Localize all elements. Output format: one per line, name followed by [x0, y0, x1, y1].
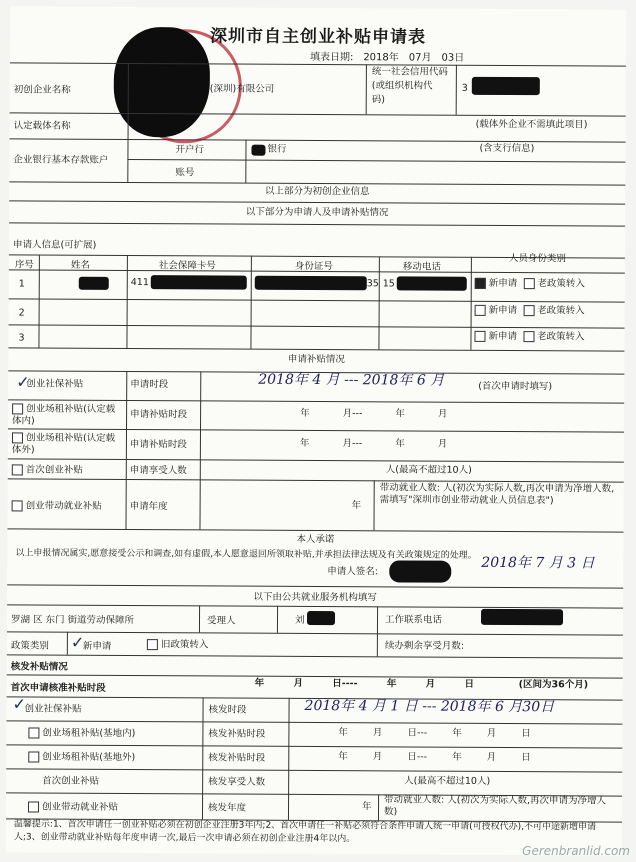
row-1-no: 1: [18, 278, 25, 290]
subsidy-first-field: 申请享受人数: [129, 465, 187, 477]
receiver-label: 受理人: [206, 615, 236, 627]
row-2-category[interactable]: 新申请 老政策转入: [475, 305, 585, 318]
form-title: 深圳市自主创业补贴申请表: [210, 26, 427, 48]
approval-title: 核发补贴情况: [10, 661, 68, 673]
redacted-phone: [397, 276, 467, 290]
policy-label: 政策类别: [10, 640, 49, 652]
redacted-signature: [389, 560, 451, 582]
remaining-months-label: 续办剩余享受月数:: [384, 640, 465, 652]
approval-first-title: 首次申请核准补贴时段: [10, 682, 106, 694]
redacted-bank: [251, 145, 265, 156]
company-section-end: 以上部分为初创企业信息: [264, 185, 370, 198]
subsidy-employ-field: 申请年度: [129, 501, 168, 513]
row-3-category[interactable]: 新申请 老政策转入: [474, 331, 584, 344]
bank-account-label: 企业银行基本存款账户: [13, 154, 109, 166]
redacted-name: [79, 277, 109, 290]
pledge-title: 本人承诺: [296, 533, 335, 546]
bank-name-value: 银行: [267, 143, 287, 155]
col-header-category: 人员身份类别: [508, 253, 566, 265]
credit-code-label-2: (或组织机构代: [371, 80, 433, 92]
redacted-credit-code: [472, 77, 540, 95]
agency-district: 罗湖 区 东门 街道劳动保障所: [10, 614, 135, 627]
redacted-ssn: [151, 275, 247, 290]
application-form: 深圳市自主创业补贴申请表 填表日期: 2018年 07月 03日 初创企业名称 (深圳)有限公司 统一社会信用代码 (或组织机构代 码) 3 认定载体名称 (载体外企业不需填此项目) 企业银行基本存款账户 开户行 银行 (含支行信息) 账号 以上部分为初创企业信息 以下部分为申请人及申请补贴情况 申请人信息(可扩展) 序号 姓名 社会保障卡号 身份证号 移动电话 人员身份类别 1 411 35 15 新申请 老政策转入 2 新申请 老政策转入 3 新申请 老政策转入 申请补贴情况 ✓ 创业社保补贴 申请时段 2018年 4 月 --- 2018年 6 月 (首次申请时填写) 创业场租补贴(认定载体内) 申请补贴时段 年 月--- 年 月 创业场租补贴(认定载体外) 申请补贴时段 年 月--- 年 月 首次创业补贴 申请享受人数 人(最高不超过10人) 创业带动就业补贴 申请年度 年 带动就业人数: 人(初次为实际人数,再次申请为净增人数,需填写"深圳市创业带动就业人员信息表") 本人承诺 以上申报情况属实,愿意接受公示和调查,如有虚假,本人愿意退回所领取补贴,并承担法律法规及有关政策规定的处理。 申请人签名: 2018年 7 月 3 日 以下由公共就业服务机构填写 罗湖 区 东门 街道劳动保障所 受理人 刘 工作联系电话 政策类别 ✓ 新申请 旧政策转入 续办剩余享受月数: 核发补贴情况 首次申请核准补贴时段 年 月 日---- 年 月 日 (区间为36个月) ✓ 创业社保补贴 核发时段 2018年 4 月 1 日 --- 2018年 6 月30日 创业场租补贴(基地内) 核发补贴时段 年 月 日--- 年 月 日 创业场租补贴(基地外) 核发补贴时段 年 月 日--- 年 月 日 首次创业补贴 核发享受人数 人(最高不超过10人) 创业带动就业补贴 核发年度 年 带动就业人数: 人(初次为实际人数,再次申请为净增人数) 温馨提示:1、首次申请任一创业补贴必须在初创企业注册3年内;2、首次申请任一补贴必须符合条件申请人统一申请(可授权代办),不可中途新增申请人;3、创业带动就业补贴每年度申请一次,最后一次申请必须在初创企业注册4年以内。: [6, 6, 626, 855]
credit-code-label-3: 码): [371, 94, 385, 106]
subsidy-employ-value[interactable]: 年: [351, 500, 362, 512]
approval-first-field: 核发享受人数: [208, 776, 266, 788]
approval-first-value[interactable]: 人(最高不超过10人): [404, 775, 491, 787]
subsidy-first-label[interactable]: 首次创业补贴: [12, 464, 83, 476]
receiver-value: 刘: [294, 614, 305, 626]
row-1-phone: 15: [382, 278, 395, 290]
watermark: Gerenbranlid.com: [522, 844, 630, 858]
subsidy-employ-label[interactable]: 创业带动就业补贴: [12, 500, 102, 512]
subsidy-social-label[interactable]: 创业社保补贴: [26, 378, 84, 390]
col-header-id: 身份证号: [294, 260, 333, 273]
subsidy-rent-out-field: 申请补贴时段: [129, 439, 187, 451]
applicant-section-title: 以下部分为申请人及申请补贴情况: [245, 206, 389, 219]
approval-employ-field: 核发年度: [207, 802, 247, 814]
subsidy-title: 申请补贴情况: [287, 353, 345, 366]
sign-date[interactable]: 2018年 7 月 3 日: [481, 554, 595, 572]
pledge-text: 以上申报情况属实,愿意接受公示和调查,如有虚假,本人愿意退回所领取补贴,并承担法律法规及有关政策规定的处理。: [15, 548, 477, 561]
row-1-category[interactable]: 新申请 老政策转入: [475, 278, 585, 291]
company-name-label: 初创企业名称: [13, 84, 71, 96]
footnote: 温馨提示:1、首次申请任一创业补贴必须在初创企业注册3年内;2、首次申请任一补贴必须符合条件申请人统一申请(可授权代办),不可中途新增申请人;3、创业带动就业补贴每年度申请一次,最后一次申请必须在初创企业注册4年以内。: [13, 819, 597, 845]
col-header-no: 序号: [14, 259, 34, 271]
policy-new[interactable]: 新申请: [82, 640, 112, 652]
redacted-work-phone: [481, 609, 563, 625]
carrier-label: 认定载体名称: [13, 120, 71, 132]
subsidy-employ-text: 带动就业人数: 人(初次为实际人数,再次申请为净增人数,需填写"深圳市创业带动就业人员信息表"): [379, 482, 615, 507]
applicant-info-label: 申请人信息(可扩展): [12, 239, 97, 251]
approval-rent-out-field: 核发补贴时段: [208, 752, 266, 764]
approval-employ-text: 带动就业人数: 人(初次为实际人数,再次申请为净增人数): [383, 794, 607, 818]
approval-first-label[interactable]: 首次创业补贴: [42, 775, 100, 787]
credit-code-label: 统一社会信用代码: [371, 66, 448, 78]
policy-old[interactable]: 旧政策转入: [147, 639, 209, 651]
account-label: 账号: [175, 167, 195, 179]
approval-interval-note: (区间为36个月): [518, 679, 589, 691]
bank-name-label: 开户行: [175, 144, 205, 156]
credit-code-value: 3: [461, 82, 468, 94]
subsidy-first-value[interactable]: 人(最高不超过10人): [385, 464, 472, 476]
row-1-id-suffix: 35: [366, 278, 379, 290]
subsidy-social-note: (首次申请时填写): [478, 380, 553, 393]
fill-date: 填表日期: 2018年 07月 03日: [309, 51, 465, 64]
approval-employ-label[interactable]: 创业带动就业补贴: [28, 801, 118, 813]
row-1-ssn: 411: [130, 277, 149, 289]
approval-rent-out-label[interactable]: 创业场租补贴(基地外): [28, 751, 135, 764]
approval-social-label[interactable]: 创业社保补贴: [24, 703, 82, 715]
subsidy-rent-in-value[interactable]: 年 月--- 年 月: [300, 407, 448, 420]
approval-rent-out-value[interactable]: 年 月 日--- 年 月 日: [338, 751, 531, 764]
work-phone-label: 工作联系电话: [384, 614, 443, 626]
approval-social-value[interactable]: 2018年 4 月 1 日 --- 2018年 6 月30日: [304, 697, 555, 716]
redacted-id: [255, 276, 367, 291]
col-header-name: 姓名: [70, 259, 90, 271]
subsidy-rent-out-value[interactable]: 年 月--- 年 月: [299, 437, 448, 450]
approval-rent-in-value[interactable]: 年 月 日--- 年 月 日: [338, 727, 531, 740]
col-header-ssn: 社会保障卡号: [158, 260, 216, 272]
agency-section: 以下由公共就业服务机构填写: [253, 591, 377, 604]
row-3-no: 3: [18, 332, 25, 344]
carrier-note: (载体外企业不需填此项目): [475, 118, 588, 131]
subsidy-social-value[interactable]: 2018年 4 月 --- 2018年 6 月: [258, 371, 445, 389]
approval-employ-value[interactable]: 年: [362, 801, 372, 813]
approval-social-field: 核发时段: [208, 704, 247, 716]
subsidy-rent-in-field: 申请补贴时段: [130, 409, 188, 421]
approval-rent-in-field: 核发补贴时段: [208, 728, 266, 740]
subsidy-social-field: 申请时段: [130, 379, 169, 391]
col-header-phone: 移动电话: [402, 261, 441, 273]
redacted-receiver: [307, 611, 335, 625]
approval-first-range: 年 月 日---- 年 月 日: [254, 677, 475, 690]
subsidy-rent-in-label[interactable]: 创业场租补贴(认定载体内): [12, 403, 116, 427]
sign-label: 申请人签名:: [327, 566, 378, 578]
row-2-no: 2: [18, 307, 25, 319]
subsidy-rent-out-label[interactable]: 创业场租补贴(认定载体外): [11, 432, 116, 456]
approval-rent-in-label[interactable]: 创业场租补贴(基地内): [28, 727, 135, 740]
company-name-value: (深圳)有限公司: [209, 83, 275, 95]
bank-branch-note: (含支行信息): [479, 142, 535, 155]
